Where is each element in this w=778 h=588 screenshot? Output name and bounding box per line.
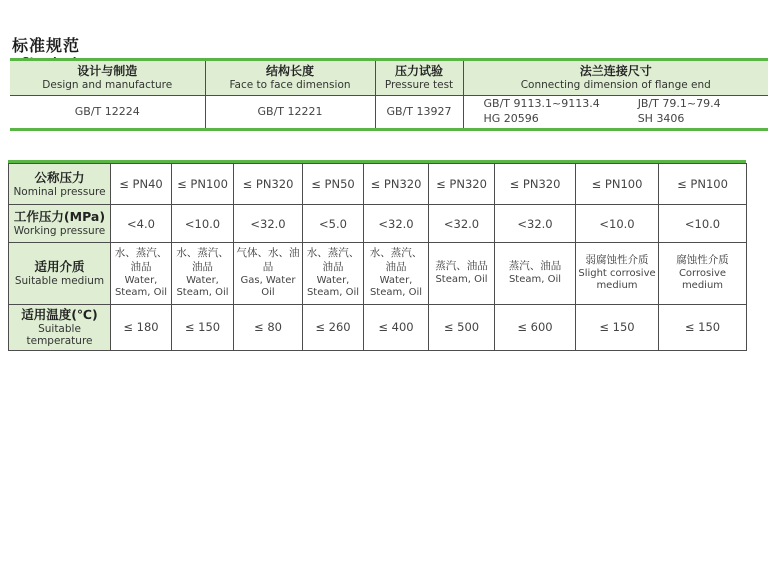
working-value: <32.0	[234, 205, 303, 243]
value-design-manufacture: GB/T 12224	[74, 105, 140, 119]
medium-en: Gas, Water Oil	[240, 274, 296, 299]
value-flange-dimension	[463, 95, 768, 128]
nominal-value: ≤ PN100	[659, 164, 747, 205]
flange-std-line: HG 20596	[483, 111, 539, 125]
row-label-zh: 公称压力	[34, 169, 85, 185]
value-pressure-test: GB/T 13927	[375, 95, 463, 128]
working-value: <32.0	[364, 205, 429, 243]
label-working-pressure	[9, 205, 111, 243]
row-nominal-pressure	[9, 164, 747, 205]
header-design-manufacture	[10, 61, 205, 95]
working-value: <10.0	[659, 205, 747, 243]
standards-value-row	[10, 95, 768, 128]
medium-value	[429, 243, 495, 305]
nominal-value: ≤ PN320	[495, 164, 576, 205]
medium-zh: 水、蒸汽、油品	[369, 247, 423, 273]
row-label-en: Suitable temperature	[26, 322, 93, 348]
nominal-value: ≤ PN50	[303, 164, 364, 205]
medium-value	[111, 243, 172, 305]
temperature-value: ≤ 150	[576, 305, 659, 351]
nominal-value: ≤ PN320	[429, 164, 495, 205]
label-suitable-temperature	[9, 305, 111, 351]
header-en: Pressure test	[384, 78, 454, 91]
label-suitable-medium	[9, 243, 111, 305]
medium-zh: 蒸汽、油品	[508, 260, 562, 273]
medium-value	[495, 243, 576, 305]
header-zh: 法兰连接尺寸	[579, 63, 652, 78]
medium-en: Slight corrosive medium	[578, 267, 656, 292]
nominal-value: ≤ PN40	[111, 164, 172, 205]
medium-en: Corrosive medium	[678, 267, 727, 292]
row-label-en: Suitable medium	[14, 275, 105, 288]
medium-zh: 水、蒸汽、油品	[306, 247, 360, 273]
nominal-value: ≤ PN320	[234, 164, 303, 205]
row-label-en: Working pressure	[13, 225, 106, 238]
row-suitable-temperature	[9, 305, 747, 351]
medium-value	[364, 243, 429, 305]
header-en: Connecting dimension of flange end	[520, 78, 711, 91]
header-en: Face to face dimension	[229, 78, 351, 91]
working-value: <10.0	[576, 205, 659, 243]
medium-zh: 蒸汽、油品	[435, 260, 488, 273]
temperature-value: ≤ 500	[429, 305, 495, 351]
temperature-value: ≤ 400	[364, 305, 429, 351]
label-nominal-pressure	[9, 164, 111, 205]
medium-en: Steam, Oil	[435, 274, 488, 286]
working-value: <10.0	[172, 205, 234, 243]
header-pressure-test	[375, 61, 463, 95]
header-face-to-face	[205, 61, 375, 95]
nominal-value: ≤ PN100	[172, 164, 234, 205]
header-en: Design and manufacture	[42, 78, 173, 91]
medium-zh: 弱腐蚀性介质	[585, 254, 649, 267]
temperature-value: ≤ 150	[659, 305, 747, 351]
row-label-zh: 工作压力(MPa)	[13, 209, 106, 225]
medium-en: Water, Steam, Oil	[114, 274, 168, 299]
working-value: <4.0	[111, 205, 172, 243]
medium-en: Water, Steam, Oil	[306, 274, 360, 299]
medium-value	[576, 243, 659, 305]
row-working-pressure	[9, 205, 747, 243]
header-zh: 结构长度	[265, 63, 314, 78]
header-flange-dimension	[463, 61, 768, 95]
value-face-to-face: GB/T 12221	[205, 95, 375, 128]
header-zh: 压力试验	[394, 63, 443, 78]
medium-en: Water, Steam, Oil	[369, 274, 423, 299]
medium-zh: 气体、水、油品	[236, 247, 300, 273]
header-zh: 设计与制造	[77, 63, 138, 78]
standards-table	[10, 58, 768, 131]
flange-std-line: GB/T 9113.1~9113.4	[483, 96, 600, 110]
nominal-value: ≤ PN320	[364, 164, 429, 205]
row-suitable-medium	[9, 243, 747, 305]
row-label-en: Nominal pressure	[13, 185, 106, 198]
temperature-value: ≤ 600	[495, 305, 576, 351]
flange-std-line: JB/T 79.1~79.4	[637, 96, 721, 110]
flange-standards-right	[638, 97, 721, 127]
medium-value	[303, 243, 364, 305]
working-value: <32.0	[429, 205, 495, 243]
row-label-zh: 适用温度(℃)	[21, 307, 98, 322]
page-title-zh: 标准规范	[12, 36, 81, 55]
flange-std-line: SH 3406	[637, 111, 685, 125]
medium-zh: 水、蒸汽、油品	[114, 247, 168, 273]
working-value: <32.0	[495, 205, 576, 243]
working-value: <5.0	[303, 205, 364, 243]
medium-zh: 腐蚀性介质	[676, 254, 729, 267]
nominal-value: ≤ PN100	[576, 164, 659, 205]
spec-table	[8, 160, 746, 351]
medium-en: Water, Steam, Oil	[176, 274, 229, 299]
row-label-zh: 适用介质	[34, 259, 85, 275]
medium-en: Steam, Oil	[508, 274, 562, 286]
medium-zh: 水、蒸汽、油品	[176, 247, 229, 273]
temperature-value: ≤ 180	[111, 305, 172, 351]
flange-standards-left	[484, 97, 600, 127]
medium-value	[659, 243, 747, 305]
medium-value	[172, 243, 234, 305]
temperature-value: ≤ 80	[234, 305, 303, 351]
standards-header-row	[10, 61, 768, 95]
medium-value	[234, 243, 303, 305]
temperature-value: ≤ 260	[303, 305, 364, 351]
temperature-value: ≤ 150	[172, 305, 234, 351]
